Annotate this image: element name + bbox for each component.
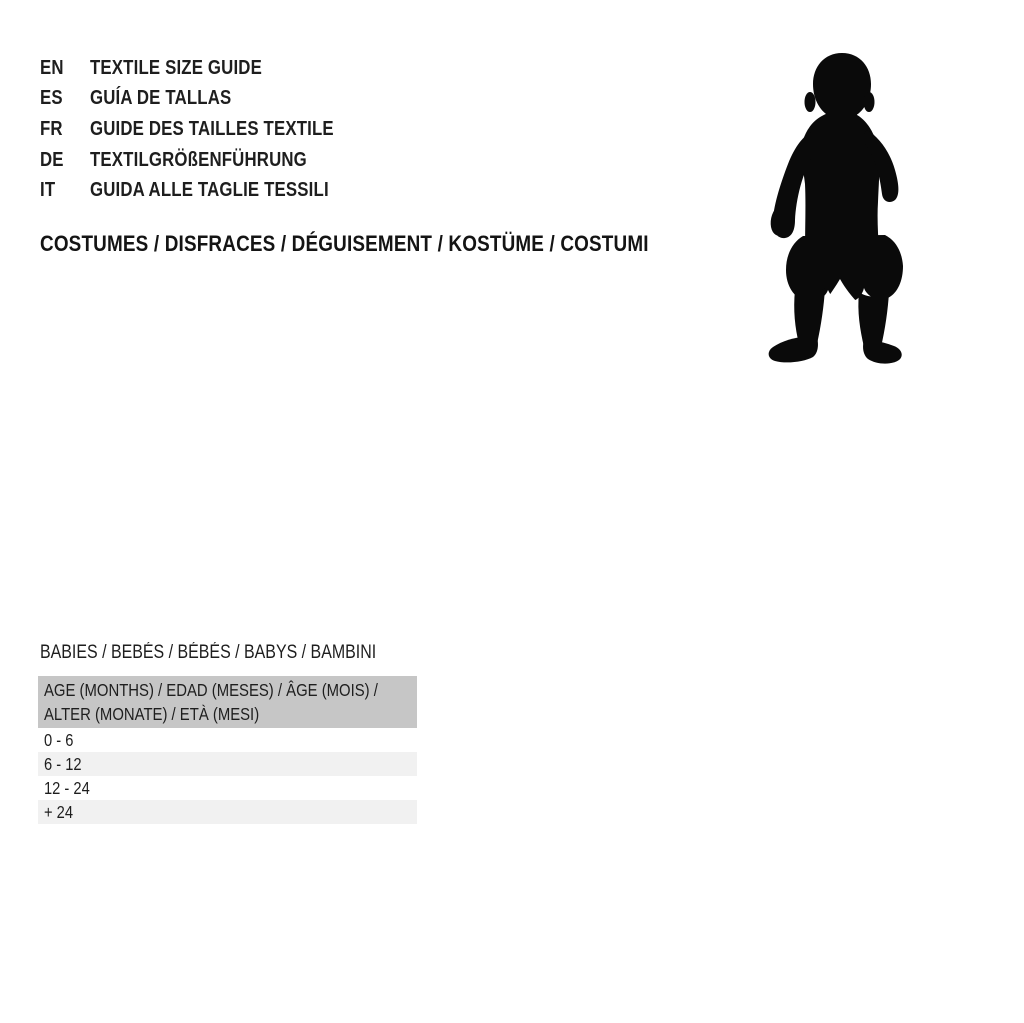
size-table-header <box>38 676 417 728</box>
language-code: DE <box>40 148 64 171</box>
language-code: FR <box>40 117 63 140</box>
category-title: COSTUMES / DISFRACES / DÉGUISEMENT / KOSTÜME / COSTUMI <box>40 231 649 256</box>
guide-title: GUÍA DE TALLAS <box>90 87 232 110</box>
section-title: BABIES / BEBÉS / BÉBÉS / BABYS / BAMBINI <box>40 642 377 663</box>
guide-title: GUIDA ALLE TAGLIE TESSILI <box>90 179 329 202</box>
table-row <box>38 800 417 824</box>
language-code: IT <box>40 179 56 202</box>
size-table-header-label: AGE (MONTHS) / EDAD (MESES) / ÂGE (MOIS) / ALTER (MONATE) / ETÀ (MESI) <box>44 680 378 724</box>
language-code: ES <box>40 87 63 110</box>
language-row <box>40 175 380 206</box>
language-row <box>40 53 380 84</box>
baby-silhouette-icon <box>767 52 904 369</box>
age-range: 6 - 12 <box>44 754 82 774</box>
guide-title: GUIDE DES TAILLES TEXTILE <box>90 117 334 140</box>
age-range: + 24 <box>44 802 74 822</box>
language-title-list <box>40 53 380 206</box>
guide-title: TEXTILE SIZE GUIDE <box>90 56 262 79</box>
table-row <box>38 728 417 752</box>
guide-title: TEXTILGRÖßENFÜHRUNG <box>90 148 307 171</box>
language-row <box>40 84 380 115</box>
age-range: 0 - 6 <box>44 730 74 750</box>
table-row <box>38 752 417 776</box>
table-row <box>38 776 417 800</box>
size-table <box>38 676 417 824</box>
language-row <box>40 145 380 176</box>
language-row <box>40 114 380 145</box>
age-range: 12 - 24 <box>44 778 90 798</box>
language-code: EN <box>40 56 64 79</box>
